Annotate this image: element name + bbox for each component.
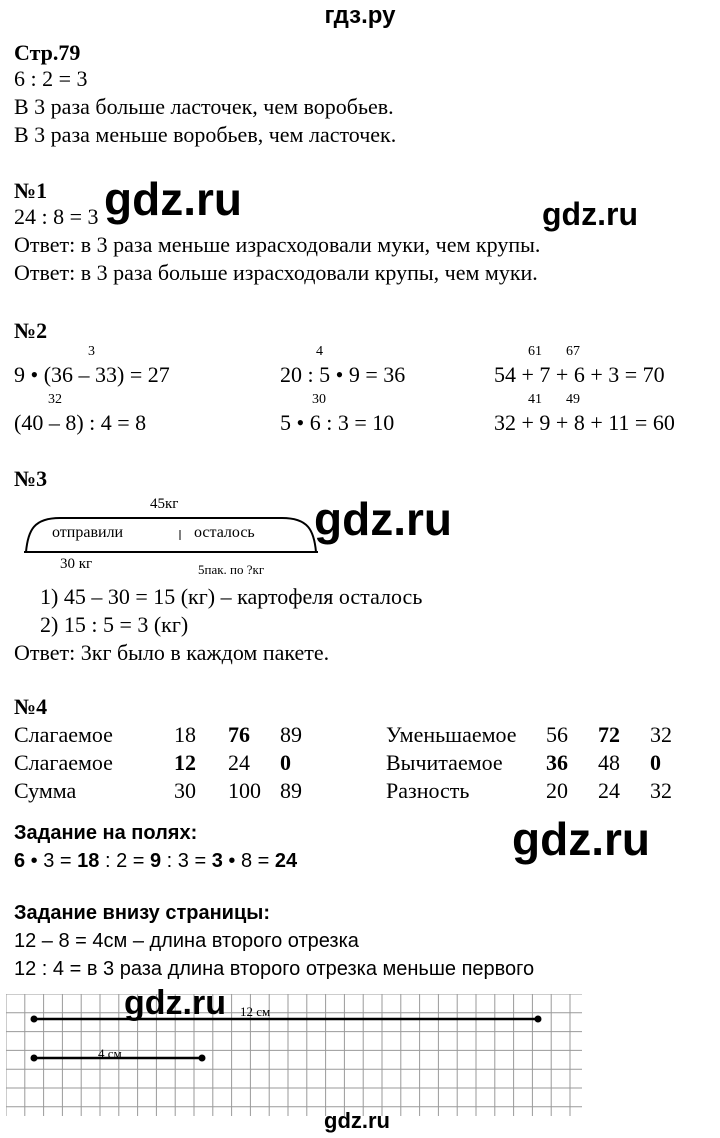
- order-mark: 67: [566, 344, 580, 359]
- table-row-label: Слагаемое: [14, 750, 113, 775]
- diagram-total-label: 45кг: [150, 496, 179, 512]
- table-cell: 18: [174, 722, 196, 747]
- order-mark: 61: [528, 344, 542, 359]
- solution-step: 1) 45 – 30 = 15 (кг) – картофеля осталось: [40, 584, 423, 609]
- table-cell: 24: [598, 778, 620, 803]
- bottom-task-line: 12 – 8 = 4см – длина второго отрезка: [14, 930, 359, 952]
- watermark: gdz.ru: [324, 1108, 390, 1133]
- table-row-label: Разность: [386, 778, 470, 803]
- bottom-task-title: Задание внизу страницы:: [14, 902, 270, 924]
- table-cell: 72: [598, 722, 620, 747]
- answer-line: Ответ: в 3 раза больше израсходовали крупы, чем муки.: [14, 260, 538, 285]
- margin-task-chain: [14, 850, 297, 873]
- expression: 32 + 9 + 8 + 11 = 60: [494, 410, 675, 435]
- page-ref: Стр.79: [14, 40, 81, 65]
- chain-operator: • 8 =: [222, 850, 275, 872]
- answer-line: Ответ: в 3 раза меньше израсходовали муки, чем крупы.: [14, 232, 541, 257]
- expression: 5 • 6 : 3 = 10: [280, 410, 395, 435]
- table-cell: 30: [174, 778, 196, 803]
- bottom-task-line: 12 : 4 = в 3 раза длина второго отрезка меньше первого: [14, 958, 535, 980]
- chain-operator: • 3 =: [25, 850, 78, 872]
- table-row-label: Сумма: [14, 778, 77, 803]
- order-mark: 49: [566, 392, 580, 407]
- margin-task-title: Задание на полях:: [14, 822, 198, 844]
- table-cell: 32: [650, 778, 672, 803]
- intro-line: 6 : 2 = 3: [14, 66, 88, 91]
- table-cell: 0: [280, 750, 291, 775]
- task-expression: 24 : 8 = 3: [14, 204, 99, 229]
- diagram-below-right: 5пак. по ?кг: [198, 562, 265, 577]
- diagram-left-label: отправили: [52, 524, 124, 541]
- table-row-label: Слагаемое: [14, 722, 113, 747]
- table-cell: 89: [280, 722, 302, 747]
- table-row-label: Вычитаемое: [386, 750, 503, 775]
- order-mark: 32: [48, 392, 62, 407]
- order-mark: 4: [316, 344, 323, 359]
- table-cell: 32: [650, 722, 672, 747]
- segment-label: 4 см: [98, 1046, 122, 1061]
- watermark: gdz.ru: [512, 813, 650, 865]
- table-cell: 100: [228, 778, 261, 803]
- table-cell: 76: [228, 722, 250, 747]
- segment-endpoint: [31, 1055, 38, 1062]
- segment-endpoint: [31, 1016, 38, 1023]
- expression: (40 – 8) : 4 = 8: [14, 410, 147, 435]
- chain-number: 6: [14, 850, 26, 872]
- watermark: gdz.ru: [542, 196, 638, 232]
- watermark: gdz.ru: [124, 984, 226, 1022]
- grid-drawing: [6, 994, 582, 1116]
- table-cell: 36: [546, 750, 568, 775]
- table-cell: 0: [650, 750, 661, 775]
- order-mark: 3: [88, 344, 95, 359]
- site-header: гдз.ру: [324, 2, 396, 29]
- watermark: gdz.ru: [314, 493, 452, 545]
- task-title: №2: [14, 318, 48, 343]
- chain-number: 9: [150, 850, 162, 872]
- order-mark: 30: [312, 392, 326, 407]
- segment-label: 12 см: [240, 1004, 271, 1019]
- table-cell: 24: [228, 750, 250, 775]
- chain-number: 3: [211, 850, 223, 872]
- order-mark: 41: [528, 392, 542, 407]
- expression: 54 + 7 + 6 + 3 = 70: [494, 362, 665, 387]
- solution-step: 2) 15 : 5 = 3 (кг): [40, 612, 189, 637]
- segment-endpoint: [535, 1016, 542, 1023]
- diagram-below-left: 30 кг: [60, 556, 93, 572]
- expression: 20 : 5 • 9 = 36: [280, 362, 406, 387]
- task-title: №1: [14, 178, 48, 203]
- table-cell: 12: [174, 750, 196, 775]
- table-cell: 56: [546, 722, 568, 747]
- segment-endpoint: [199, 1055, 206, 1062]
- intro-line: В 3 раза больше ласточек, чем воробьев.: [14, 94, 394, 119]
- chain-operator: : 2 =: [99, 850, 150, 872]
- table-cell: 48: [598, 750, 620, 775]
- expression: 9 • (36 – 33) = 27: [14, 362, 170, 387]
- watermark: gdz.ru: [104, 173, 242, 225]
- chain-operator: : 3 =: [161, 850, 212, 872]
- task-title: №3: [14, 466, 48, 491]
- intro-line: В 3 раза меньше воробьев, чем ласточек.: [14, 122, 397, 147]
- chain-number: 18: [77, 850, 100, 872]
- chain-number: 24: [274, 850, 298, 872]
- task-title: №4: [14, 694, 48, 719]
- table-cell: 20: [546, 778, 568, 803]
- diagram-right-label: осталось: [194, 524, 255, 541]
- table-row-label: Уменьшаемое: [386, 722, 517, 747]
- answer-line: Ответ: 3кг было в каждом пакете.: [14, 640, 330, 665]
- table-cell: 89: [280, 778, 302, 803]
